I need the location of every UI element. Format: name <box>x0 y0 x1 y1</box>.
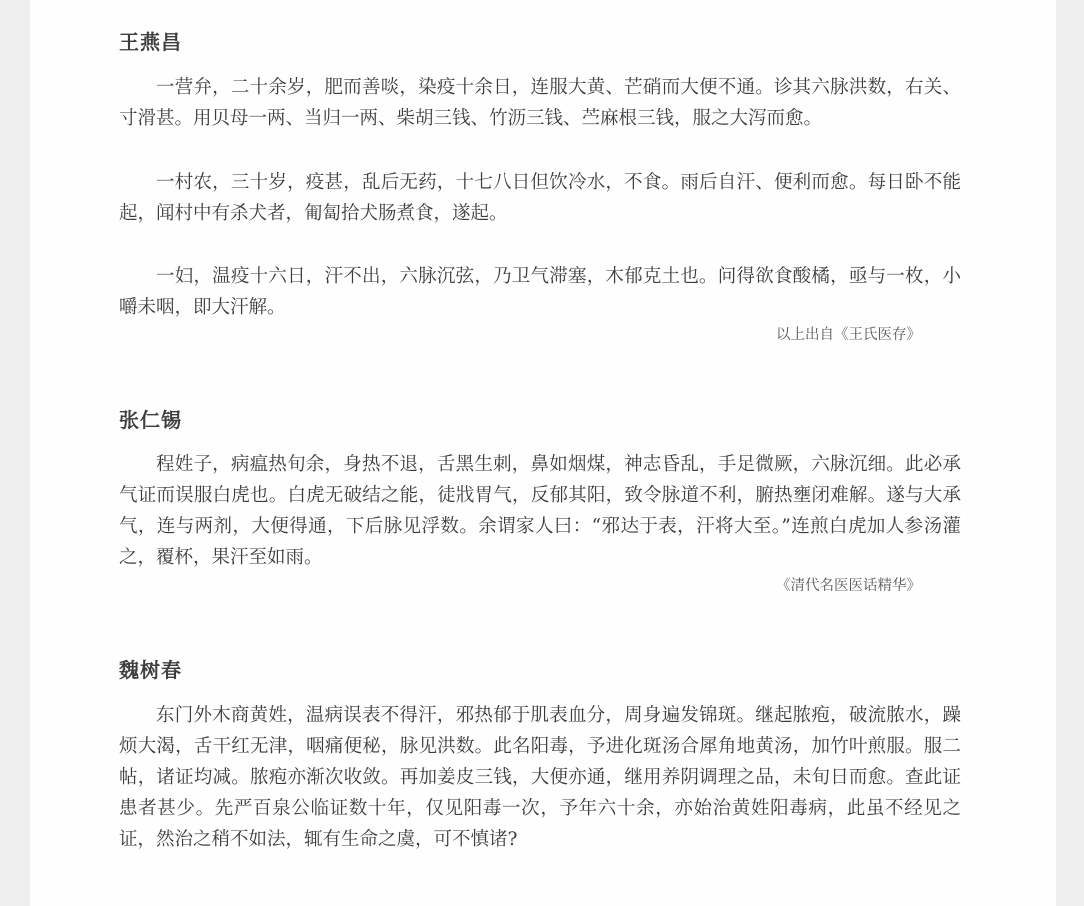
section-heading-zhang-renxi: 张仁锡 <box>119 408 182 432</box>
section-heading-wei-shuchun: 魏树春 <box>119 658 182 682</box>
case-paragraph: 一营弁，二十余岁，肥而善啖，染疫十余日，连服大黄、芒硝而大便不通。诊其六脉洪数，右关、寸滑甚。用贝母一两、当归一两、柴胡三钱、竹沥三钱、苎麻根三钱，服之大泻而愈。 <box>119 77 961 129</box>
case-paragraph: 东门外木商黄姓，温病误表不得汗，邪热郁于肌表血分，周身遍发锦斑。继起脓疱，破流脓水，躁烦大渴，舌干红无津，咽痛便秘，脉见洪数。此名阳毒，予进化斑汤合犀角地黄汤，加竹叶煎服。服二帖，诸证均减。脓疱亦渐次收敛。再加姜皮三钱，大便亦通，继用养阴调理之品，未旬日而愈。查此证患者甚少。先严百泉公临证数十年，仅见阳毒一次，予年六十余，亦始治黄姓阳毒病，此虽不经见之证，然治之稍不如法，辄有生命之虞，可不慎诸? <box>119 705 961 850</box>
section-heading-wang-yanchang: 王燕昌 <box>119 30 182 54</box>
case-paragraph: 程姓子，病瘟热旬余，身热不退，舌黑生刺，鼻如烟煤，神志昏乱，手足微厥，六脉沉细。此必承气证而误服白虎也。白虎无破结之能，徒戕胃气，反郁其阳，致令脉道不利，腑热壅闭难解。遂与大承气，连与两剂，大便得通，下后脉见浮数。余谓家人曰：“邪达于表，汗将大至。”连煎白虎加人参汤灌之，覆杯，果汗至如雨。 <box>119 454 961 568</box>
case-paragraph: 一村农，三十岁，疫甚，乱后无药，十七八日但饮冷水，不食。雨后自汗、便利而愈。每日卧不能起，闻村中有杀犬者，匍匐拾犬肠煮食，遂起。 <box>119 172 961 224</box>
document-page <box>30 0 1056 906</box>
source-citation: 以上出自《王氏医存》 <box>776 327 921 343</box>
source-citation: 《清代名医医话精华》 <box>776 578 921 594</box>
case-paragraph: 一妇，温疫十六日，汗不出，六脉沉弦，乃卫气滞塞，木郁克土也。问得欲食酸橘，亟与一枚，小嚼未咽，即大汗解。 <box>119 266 961 318</box>
